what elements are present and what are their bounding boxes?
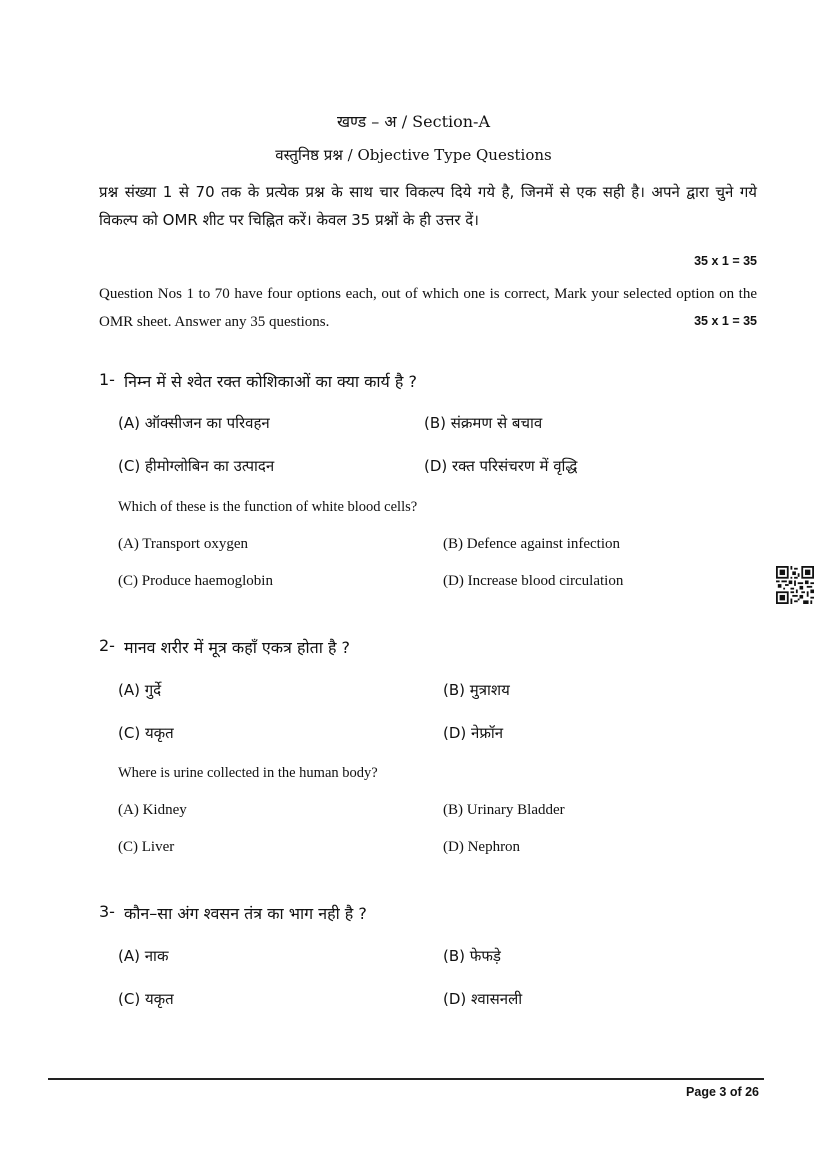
section-title: खण्ड – अ / Section-A: [336, 112, 491, 131]
option-a-english: (A) Kidney: [118, 802, 187, 818]
option-c-hindi: (C) हीमोग्लोबिन का उत्पादन: [118, 457, 275, 475]
question-text-english: Which of these is the function of white blood cells?: [118, 499, 418, 515]
option-b-hindi: (B) मुत्राशय: [443, 681, 510, 699]
instructions-english: Question Nos 1 to 70 have four options each, out of which one is correct, Mark your selected option on the OMR sheet. Answer any 35 questions.: [99, 286, 757, 330]
question-number: 3-: [99, 902, 115, 921]
option-c-english: (C) Liver: [118, 839, 175, 855]
option-c-english: (C) Produce haemoglobin: [118, 573, 273, 589]
option-d-hindi: (D) रक्त परिसंचरण में वृद्धि: [424, 457, 578, 475]
instructions-hindi: प्रश्न संख्या 1 से 70 तक के प्रत्येक प्रश्न के साथ चार विकल्प दिये गये है, जिनमें से एक सही है। अपने द्वारा चुने गये विकल्प को OMR शीट पर चिह्नित करें। केवल 35 प्रश्नों के ही उत्तर दें।: [99, 183, 757, 229]
question-number: 2-: [99, 636, 115, 655]
option-a-hindi: (A) नाक: [118, 947, 169, 965]
footer-divider: [48, 1078, 764, 1080]
question-number: 1-: [99, 370, 115, 389]
option-a-english: (A) Transport oxygen: [118, 536, 248, 552]
option-c-hindi: (C) यकृत: [118, 724, 174, 742]
option-b-hindi: (B) संक्रमण से बचाव: [424, 414, 543, 432]
option-d-english: (D) Increase blood circulation: [443, 573, 624, 589]
page-number: Page 3 of 26: [686, 1085, 759, 1099]
section-subtitle: वस्तुनिष्ठ प्रश्न / Objective Type Questions: [275, 146, 552, 164]
option-c-hindi: (C) यकृत: [118, 990, 174, 1008]
qr-code-icon: [776, 566, 814, 604]
option-b-english: (B) Urinary Bladder: [443, 802, 565, 818]
option-d-english: (D) Nephron: [443, 839, 521, 855]
option-a-hindi: (A) ऑक्सीजन का परिवहन: [118, 414, 270, 432]
option-b-hindi: (B) फेफड़े: [443, 947, 501, 965]
option-b-english: (B) Defence against infection: [443, 536, 621, 552]
marks-hindi: 35 x 1 = 35: [694, 254, 757, 268]
question-text-hindi: कौन–सा अंग श्वसन तंत्र का भाग नही है ?: [124, 904, 367, 923]
option-a-hindi: (A) गुर्दे: [118, 681, 162, 699]
question-text-hindi: मानव शरीर में मूत्र कहाँ एकत्र होता है ?: [124, 638, 351, 657]
question-text-hindi: निम्न में से श्वेत रक्त कोशिकाओं का क्या कार्य है ?: [124, 372, 417, 391]
marks-english: 35 x 1 = 35: [694, 314, 757, 328]
question-text-english: Where is urine collected in the human body?: [118, 765, 378, 781]
option-d-hindi: (D) श्वासनली: [443, 990, 523, 1008]
option-d-hindi: (D) नेफ्रॉन: [443, 724, 504, 742]
